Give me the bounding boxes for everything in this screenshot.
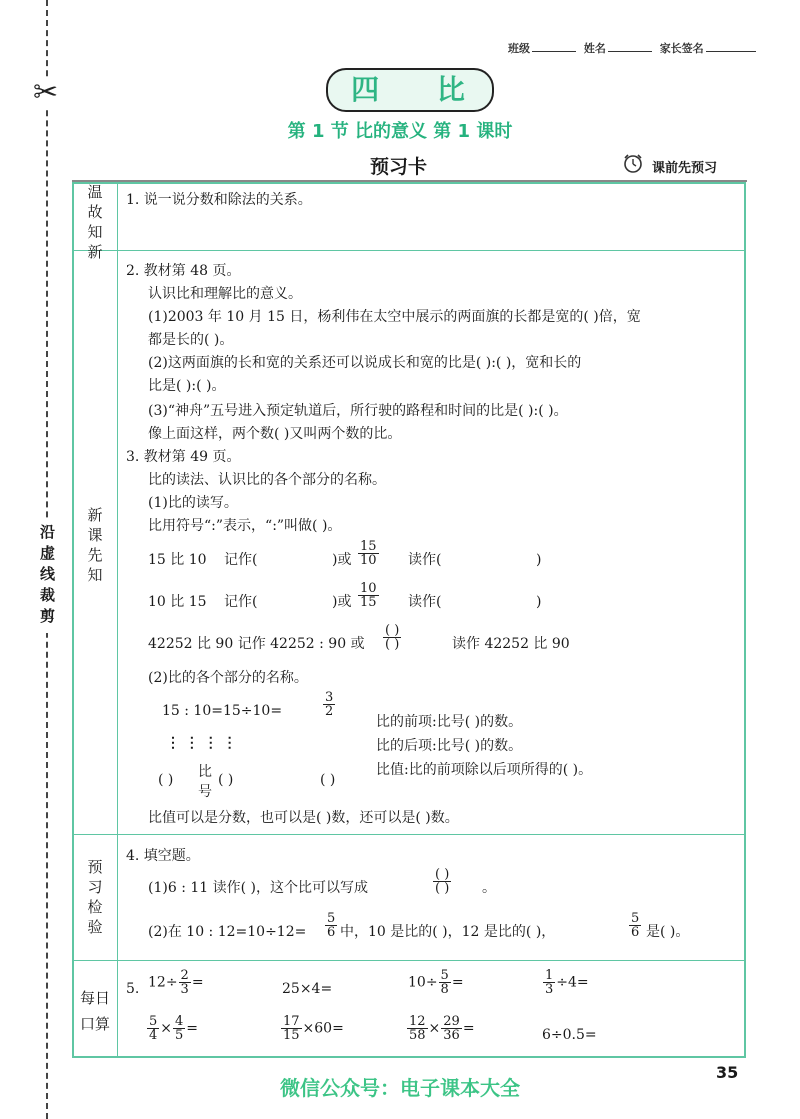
class-label: 班级 (508, 42, 530, 55)
row-divider (72, 834, 746, 835)
ratio-value-note: 比值可以是分数，也可以是( )数，还可以是( )数。 (148, 810, 459, 826)
parent-sign-blank[interactable] (706, 51, 756, 52)
q4-item-2-fraction-2: $\frac{5}{6}$ (631, 911, 640, 940)
lesson-subtitle: 第 1 节 比的意义 第 1 课时 (287, 121, 513, 142)
parts-blank-value: ( ) (320, 772, 336, 788)
q2-item-2a: (2)这两面旗的长和宽的关系还可以说成长和宽的比是( ):( )，宽和长的 (148, 355, 582, 371)
q2-item-2b: 比是( ):( )。 (148, 378, 226, 394)
calc-2: 25×4= (282, 981, 333, 997)
q4-item-2-mid: 中，10 是比的( )，12 是比的( )， (340, 924, 556, 940)
parts-hao: 号 (198, 784, 212, 800)
calc-7: $\frac{12}{58}$ × $\frac{29}{36}$ = (409, 1014, 475, 1043)
ratio-row-1-write: 记作( (224, 552, 258, 568)
parts-diagram-line: 15 : 10=15÷10= (162, 703, 283, 719)
ratio-row-3-fraction: $\frac{( )}{( )}$ (385, 623, 400, 652)
q4-item-2-end: 是( )。 (646, 924, 690, 940)
cut-label: 沿虚线裁剪 (36, 520, 58, 633)
definition-front: 比的前项:比号( )的数。 (376, 714, 523, 730)
q3-symbol-line: 比用符号“:”表示，“:”叫做( )。 (148, 518, 342, 534)
calc-5: $\frac{5}{4}$ × $\frac{4}{5}$ = (149, 1014, 199, 1043)
q2-intro: 认识比和理解比的意义。 (148, 286, 302, 302)
ratio-row-1-close: ) (536, 552, 542, 568)
ratio-row-1-fraction: $\frac{15}{10}$ (360, 539, 377, 568)
q2-item-4: 像上面这样，两个数( )又叫两个数的比。 (148, 426, 402, 442)
new-lesson-label: 新课先知 (87, 506, 103, 584)
calc-6: $\frac{17}{15}$ ×60= (283, 1014, 344, 1043)
check-label: 预习检验 (87, 858, 103, 936)
question-1: 1. 说一说分数和除法的关系。 (126, 192, 312, 208)
oral-label: 每日口算 (79, 989, 110, 1033)
parent-sign-label: 家长签名 (659, 42, 704, 55)
ratio-row-3-read: 读作 42252 比 90 (452, 636, 570, 652)
calc-8: 6÷0.5= (542, 1027, 597, 1043)
row-divider (72, 960, 746, 961)
q2-item-1b: 都是长的( )。 (148, 332, 234, 348)
ratio-row-1-label: 15 比 10 (148, 552, 207, 568)
q4-item-1: (1)6 : 11 读作( )，这个比可以写成 (148, 880, 368, 896)
ratio-row-2-close: ) (536, 594, 542, 610)
q4-item-2: (2)在 10 : 12=10÷12= (148, 924, 307, 940)
q3-intro: 比的读法、认识比的各个部分的名称。 (148, 472, 386, 488)
q4-item-1-end: 。 (482, 880, 496, 896)
parts-blank-front: ( ) (158, 772, 174, 788)
definition-back: 比的后项:比号( )的数。 (376, 738, 523, 754)
question-5: 5. (126, 981, 140, 997)
alarm-clock-icon (622, 152, 644, 174)
class-blank[interactable] (532, 51, 576, 52)
parts-bi: 比 (198, 764, 212, 780)
q2-item-3: (3)“神舟”五号进入预定轨道后，所行驶的路程和时间的比是( ):( )。 (148, 403, 568, 419)
chapter-title-box (326, 68, 494, 112)
ratio-row-2-or: )或 (332, 594, 352, 610)
q4-item-1-fraction: $\frac{( )}{( )}$ (435, 867, 450, 896)
calc-4: $\frac{1}{3}$ ÷4= (545, 968, 589, 997)
calc-3: 10÷ $\frac{5}{8}$ = (408, 968, 464, 997)
parts-blank-back: ( ) (218, 772, 234, 788)
ratio-row-2-write: 记作( (224, 594, 258, 610)
name-label: 姓名 (583, 42, 606, 55)
calc-1: 12÷ $\frac{2}{3}$ = (148, 968, 204, 997)
question-4: 4. 填空题。 (126, 848, 200, 864)
ratio-row-2-fraction: $\frac{10}{15}$ (360, 581, 377, 610)
row-divider (72, 250, 746, 251)
q4-item-2-fraction: $\frac{5}{6}$ (327, 911, 336, 940)
ratio-row-3-label: 42252 比 90 记作 42252 : 90 或 (148, 636, 365, 652)
name-blank[interactable] (608, 51, 652, 52)
card-title: 预习卡 (370, 156, 428, 178)
label-column-divider (117, 182, 118, 1058)
preview-label: 课前先预习 (652, 161, 718, 176)
header-fields (508, 40, 760, 56)
definition-value: 比值:比的前项除以后项所得的( )。 (376, 762, 593, 778)
question-2: 2. 教材第 48 页。 (126, 263, 241, 279)
ratio-row-2-label: 10 比 15 (148, 594, 207, 610)
footer-watermark: 微信公众号：电子课本大全 (280, 1076, 520, 1100)
q3-part-2: (2)比的各个部分的名称。 (148, 670, 308, 686)
parts-diagram-dots: ⋮ ⋮ ⋮ ⋮ (166, 735, 237, 751)
review-label: 温故知新 (87, 183, 103, 261)
q2-item-1a: (1)2003 年 10 月 15 日，杨利伟在太空中展示的两面旗的长都是宽的( )倍，宽 (148, 309, 641, 325)
ratio-row-1-or: )或 (332, 552, 352, 568)
chapter-title: 四 比 (351, 73, 489, 106)
ratio-row-2-read: 读作( (408, 594, 442, 610)
parts-diagram-fraction: $\frac{3}{2}$ (325, 690, 334, 719)
page-number: 35 (716, 1063, 739, 1082)
ratio-row-1-read: 读作( (408, 552, 442, 568)
scissors-icon: ✂ (33, 75, 59, 110)
question-3: 3. 教材第 49 页。 (126, 449, 241, 465)
q3-part-1: (1)比的读写。 (148, 495, 238, 511)
